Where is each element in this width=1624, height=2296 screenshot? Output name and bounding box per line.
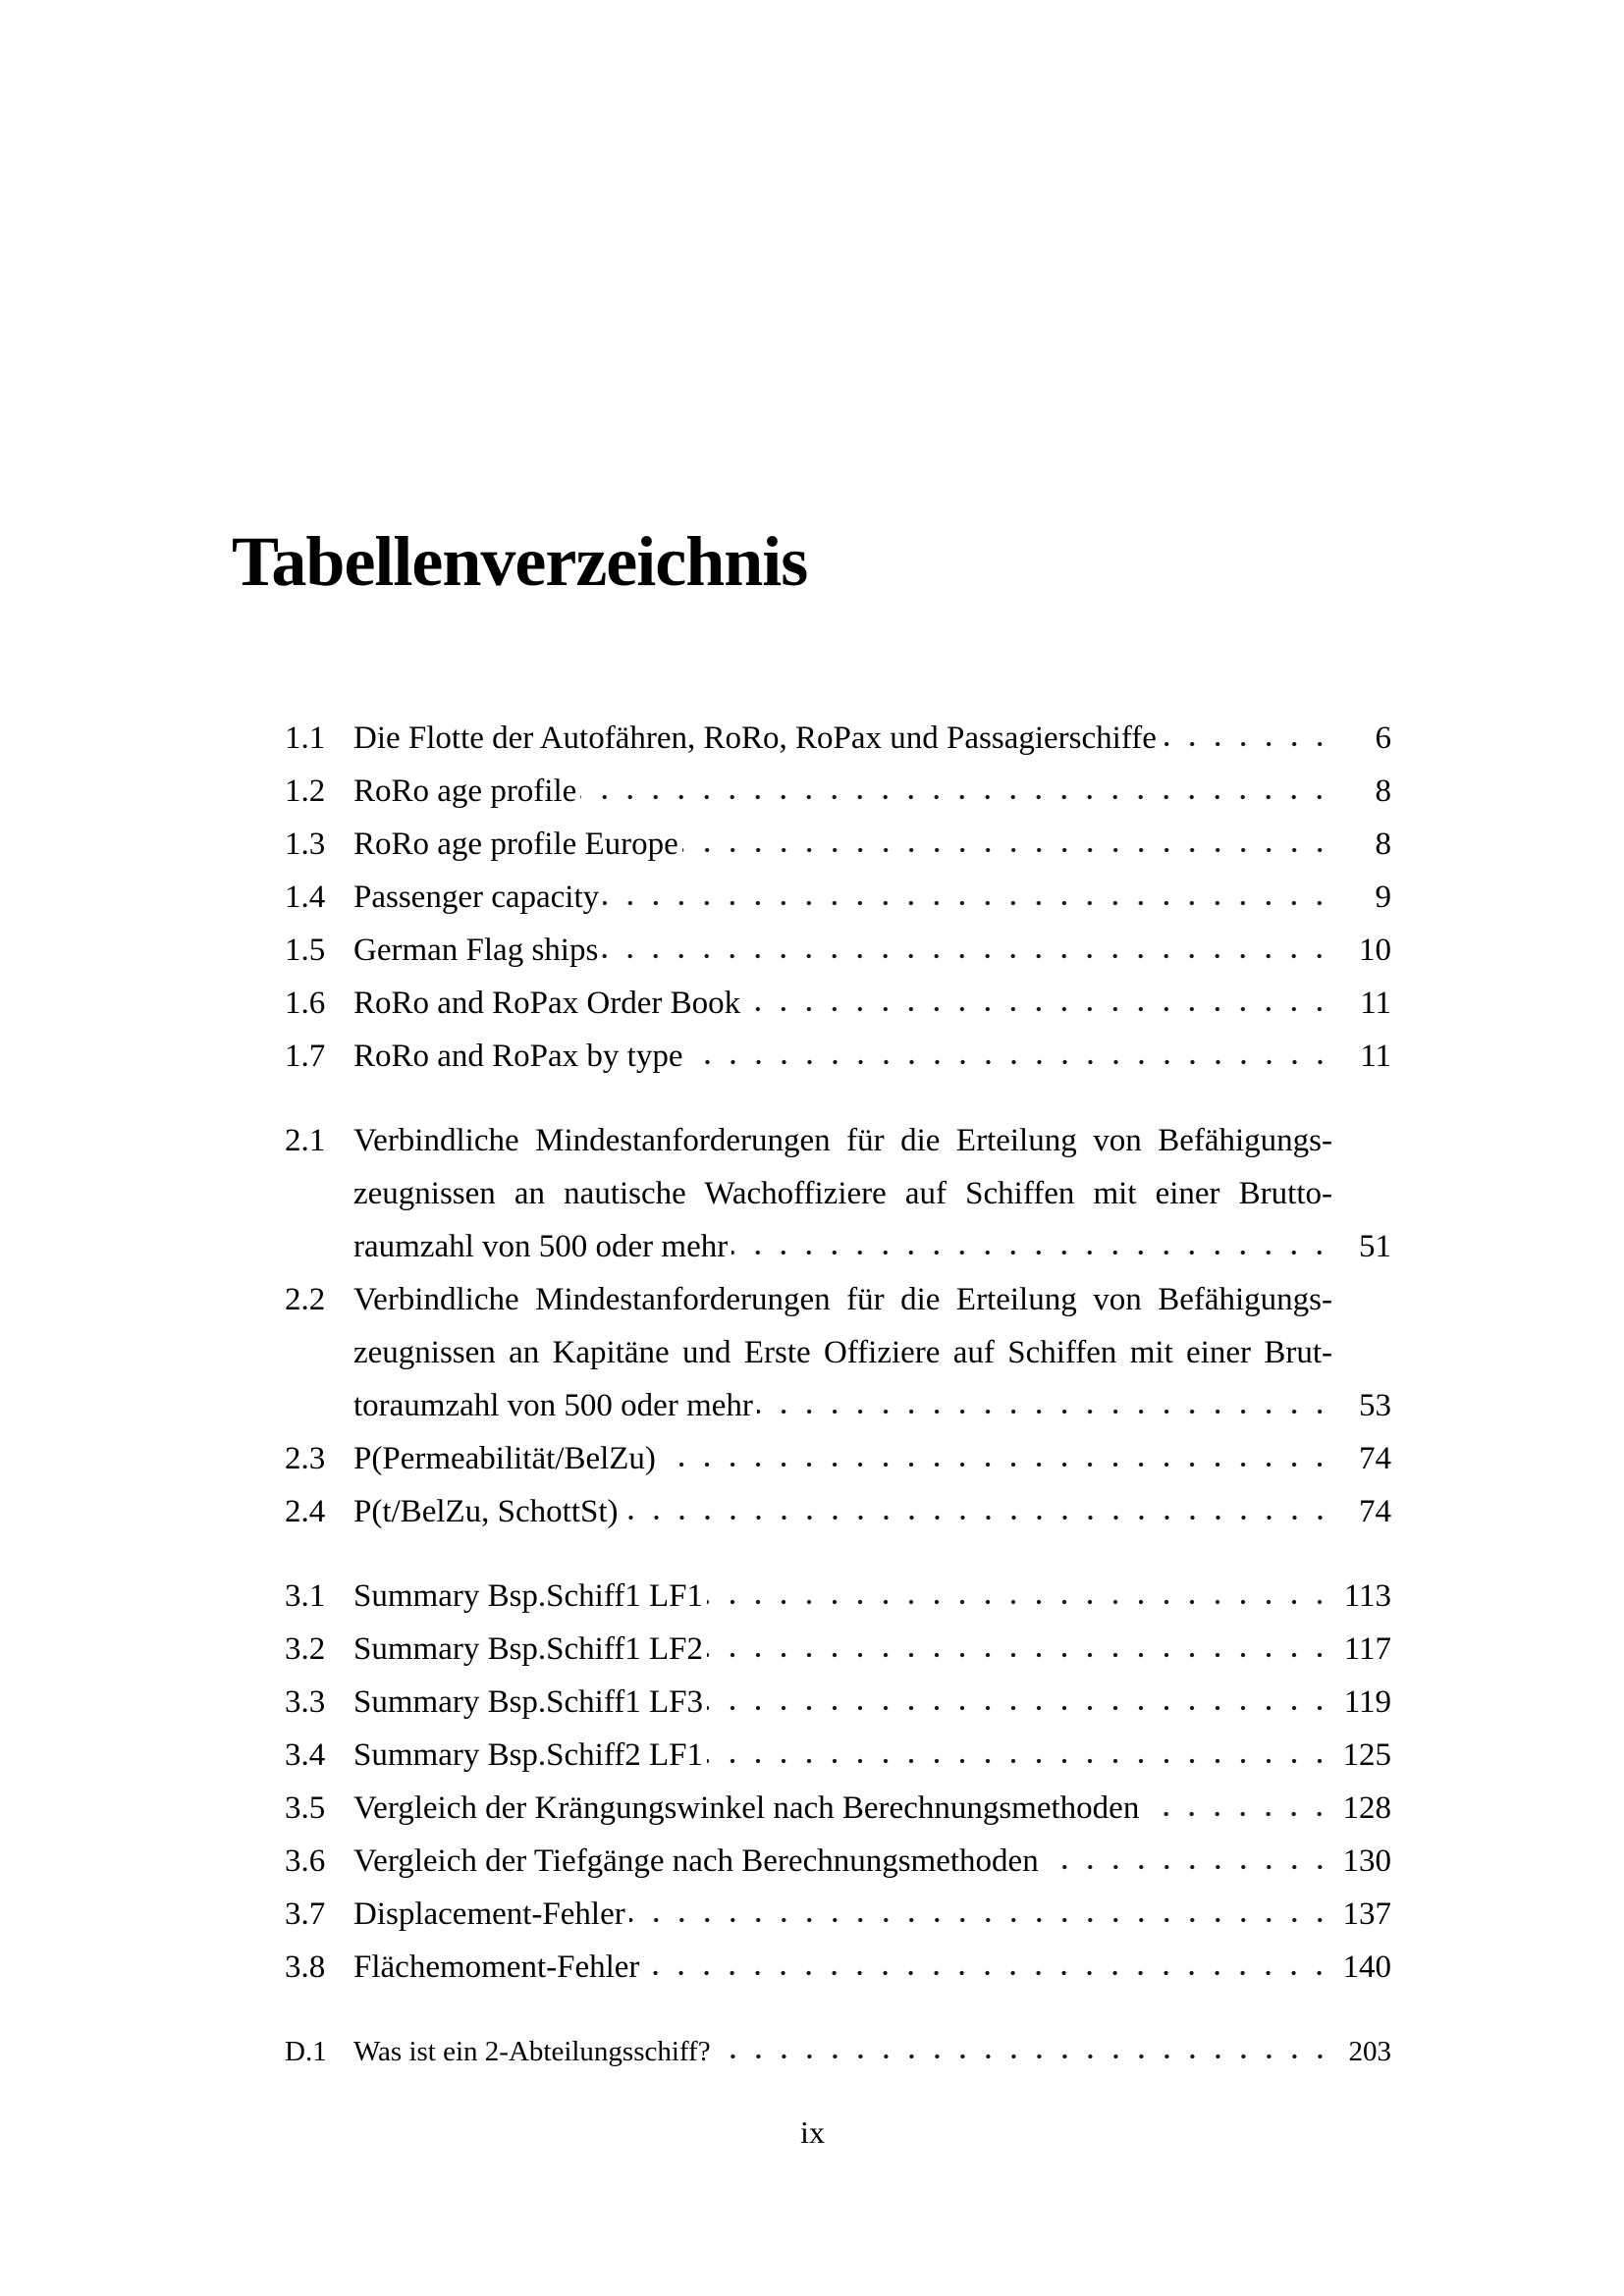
toc-entry-page-number: 113	[1343, 1578, 1391, 1614]
toc-entry-number: 1.1	[285, 721, 326, 756]
toc-entry-last-line	[353, 818, 1391, 871]
toc-entry-last-line	[353, 1379, 1391, 1432]
toc-entry[interactable]	[234, 1835, 1391, 1888]
toc-entry-page-number: 140	[1342, 1949, 1391, 1985]
toc-entry-last-line	[353, 1030, 1391, 1083]
toc-entry-number: 3.3	[285, 1684, 326, 1720]
toc-entry-title-block	[353, 924, 1391, 977]
toc-entry-number: 1.5	[285, 933, 326, 968]
toc-entry-title: toraumzahl von 500 oder mehr	[353, 1388, 753, 1423]
toc-entry[interactable]	[234, 712, 1391, 765]
toc-entry-number: 1.7	[285, 1039, 326, 1074]
toc-entry-title-block	[353, 1941, 1391, 1994]
toc-entry-title-block	[353, 1432, 1391, 1485]
toc-entry-last-line	[353, 1888, 1391, 1941]
page-title: Tabellenverzeichnis	[232, 522, 808, 601]
toc-entry-title: RoRo age profile	[353, 774, 577, 809]
dot-leader	[731, 1229, 1332, 1256]
dot-leader	[660, 1441, 1332, 1468]
toc-entry-number: 3.7	[285, 1896, 326, 1932]
toc-entry[interactable]	[234, 1782, 1391, 1835]
toc-entry-page-number: 74	[1359, 1441, 1391, 1476]
toc-entry-page-number: 9	[1375, 880, 1391, 915]
toc-entry-title-block	[353, 1782, 1391, 1835]
toc-entry-title: Summary Bsp.Schiff1 LF2	[353, 1631, 703, 1667]
toc-entry-number: 3.1	[285, 1578, 326, 1614]
dot-leader	[643, 1949, 1332, 1977]
toc-entry[interactable]	[234, 871, 1391, 924]
dot-leader	[687, 1039, 1333, 1066]
toc-entry-title-block	[353, 1030, 1391, 1083]
toc-list	[234, 712, 1391, 2078]
toc-entry-last-line	[353, 1782, 1391, 1835]
toc-entry-title-line: Verbindliche Mindestanforderungen für die Erteilung von Befähigungs-	[353, 1282, 1332, 1317]
toc-group-chapter-2	[234, 1114, 1391, 1538]
toc-entry-last-line	[353, 1432, 1391, 1485]
toc-entry-title-block	[353, 1114, 1391, 1273]
toc-entry-page-number: 117	[1343, 1631, 1391, 1667]
toc-entry-title: Was ist ein 2-Abteilungsschiff?	[353, 2036, 711, 2067]
dot-leader	[715, 2033, 1332, 2060]
toc-entry-last-line	[353, 924, 1391, 977]
dot-leader	[1161, 721, 1332, 748]
toc-entry-page-number: 53	[1359, 1388, 1391, 1423]
toc-entry-title-block	[353, 2025, 1391, 2078]
dot-leader	[580, 774, 1332, 801]
toc-entry[interactable]	[234, 1676, 1391, 1729]
dot-leader	[602, 933, 1332, 960]
toc-entry[interactable]	[234, 1570, 1391, 1623]
toc-entry-last-line	[353, 977, 1391, 1030]
toc-entry-last-line	[353, 1220, 1391, 1273]
toc-entry-title-block	[353, 765, 1391, 818]
dot-leader	[707, 1578, 1332, 1606]
toc-entry-title-block	[353, 1676, 1391, 1729]
toc-entry[interactable]	[234, 1114, 1391, 1273]
dot-leader	[629, 1896, 1332, 1924]
toc-entry[interactable]	[234, 1888, 1391, 1941]
dot-leader	[682, 827, 1332, 854]
toc-entry-title: Summary Bsp.Schiff1 LF1	[353, 1578, 703, 1614]
toc-entry-title-block	[353, 1485, 1391, 1538]
toc-entry[interactable]	[234, 1941, 1391, 1994]
toc-entry-page-number: 8	[1375, 774, 1391, 809]
toc-entry-number: 3.5	[285, 1790, 326, 1826]
toc-entry-number: 1.3	[285, 827, 326, 862]
toc-entry-title-block	[353, 818, 1391, 871]
toc-entry-title: RoRo and RoPax by type	[353, 1039, 683, 1074]
toc-entry-title-block	[353, 977, 1391, 1030]
toc-entry[interactable]	[234, 924, 1391, 977]
dot-leader	[707, 1684, 1332, 1712]
toc-entry[interactable]	[234, 1485, 1391, 1538]
toc-entry-page-number: 51	[1359, 1229, 1391, 1264]
toc-entry-number: 1.6	[285, 986, 326, 1021]
toc-entry[interactable]	[234, 1432, 1391, 1485]
toc-entry[interactable]	[234, 765, 1391, 818]
dot-leader	[707, 1631, 1332, 1659]
toc-entry-number: 3.4	[285, 1737, 326, 1773]
toc-entry-last-line	[353, 1835, 1391, 1888]
toc-entry[interactable]	[234, 1273, 1391, 1432]
dot-leader	[623, 1494, 1332, 1522]
toc-entry-page-number: 11	[1360, 1039, 1391, 1074]
toc-entry-title: Flächemoment-Fehler	[353, 1949, 640, 1985]
toc-entry-last-line	[353, 1676, 1391, 1729]
toc-entry-title: Vergleich der Krängungswinkel nach Berechnungsmethoden	[353, 1790, 1140, 1826]
toc-entry-page-number: 130	[1342, 1843, 1391, 1879]
toc-entry-title-block	[353, 1835, 1391, 1888]
toc-entry-title-block	[353, 1273, 1391, 1432]
toc-entry-page-number: 74	[1359, 1494, 1391, 1529]
toc-entry-title-block	[353, 712, 1391, 765]
toc-entry[interactable]	[234, 1030, 1391, 1083]
toc-entry-title: raumzahl von 500 oder mehr	[353, 1229, 729, 1264]
toc-entry-number: 2.2	[285, 1282, 326, 1317]
toc-entry-title: German Flag ships	[353, 933, 599, 968]
toc-entry-number: 3.8	[285, 1949, 326, 1985]
toc-entry[interactable]	[234, 977, 1391, 1030]
toc-group-chapter-1	[234, 712, 1391, 1083]
toc-entry-last-line	[353, 871, 1391, 924]
toc-entry-title-block	[353, 1570, 1391, 1623]
toc-entry-title: Displacement-Fehler	[353, 1896, 625, 1932]
dot-leader	[707, 1737, 1332, 1765]
toc-group-chapter-3	[234, 1570, 1391, 1994]
toc-entry-page-number: 125	[1342, 1737, 1391, 1773]
dot-leader	[757, 1388, 1332, 1415]
toc-entry-last-line	[353, 1485, 1391, 1538]
toc-entry-title: P(t/BelZu, SchottSt)	[353, 1494, 619, 1529]
toc-entry[interactable]	[234, 1623, 1391, 1676]
toc-entry-last-line	[353, 2025, 1391, 2078]
toc-entry-title: Passenger capacity	[353, 880, 600, 915]
toc-entry-title-block	[353, 1888, 1391, 1941]
toc-entry-title: RoRo and RoPax Order Book	[353, 986, 741, 1021]
toc-entry-number: 1.4	[285, 880, 326, 915]
dot-leader	[603, 880, 1332, 907]
toc-entry-number: D.1	[285, 2036, 327, 2067]
toc-entry[interactable]	[234, 818, 1391, 871]
toc-entry-number: 3.6	[285, 1843, 326, 1879]
page-footer-number: ix	[800, 2114, 825, 2150]
toc-entry-last-line	[353, 712, 1391, 765]
toc-entry-title-block	[353, 871, 1391, 924]
toc-entry-title-block	[353, 1729, 1391, 1782]
toc-entry-title: Vergleich der Tiefgänge nach Berechnungsmethoden	[353, 1843, 1039, 1879]
toc-entry-number: 3.2	[285, 1631, 326, 1667]
toc-entry-last-line	[353, 1570, 1391, 1623]
toc-group-appendix-d	[234, 2025, 1391, 2078]
toc-entry-last-line	[353, 765, 1391, 818]
dot-leader	[1043, 1843, 1332, 1871]
toc-entry-title: RoRo age profile Europe	[353, 827, 678, 862]
toc-entry-number: 2.3	[285, 1441, 326, 1476]
toc-entry-last-line	[353, 1941, 1391, 1994]
toc-entry-page-number: 8	[1375, 827, 1391, 862]
toc-entry-last-line	[353, 1729, 1391, 1782]
toc-entry-page-number: 10	[1359, 933, 1391, 968]
toc-entry-page-number: 6	[1375, 721, 1391, 756]
toc-entry-page-number: 203	[1348, 2036, 1391, 2067]
toc-entry-number: 1.2	[285, 774, 326, 809]
toc-entry-page-number: 128	[1342, 1790, 1391, 1826]
toc-entry-title-line: zeugnissen an nautische Wachoffiziere auf Schiffen mit einer Brutto-	[353, 1176, 1332, 1211]
toc-entry[interactable]	[234, 2025, 1391, 2078]
toc-entry-title: Summary Bsp.Schiff1 LF3	[353, 1684, 703, 1720]
toc-entry-page-number: 137	[1342, 1896, 1391, 1932]
toc-entry[interactable]	[234, 1729, 1391, 1782]
dot-leader	[744, 986, 1332, 1013]
toc-entry-number: 2.1	[285, 1123, 326, 1158]
toc-entry-page-number: 119	[1343, 1684, 1391, 1720]
toc-entry-title-block	[353, 1623, 1391, 1676]
toc-entry-last-line	[353, 1623, 1391, 1676]
toc-entry-title: Die Flotte der Autofähren, RoRo, RoPax und Passagierschiffe	[353, 721, 1157, 756]
dot-leader	[1143, 1790, 1332, 1818]
toc-entry-number: 2.4	[285, 1494, 326, 1529]
toc-entry-page-number: 11	[1360, 986, 1391, 1021]
toc-entry-title: P(Permeabilität/BelZu)	[353, 1441, 656, 1476]
toc-entry-title-line: zeugnissen an Kapitäne und Erste Offiziere auf Schiffen mit einer Brut-	[353, 1335, 1332, 1370]
toc-entry-title: Summary Bsp.Schiff2 LF1	[353, 1737, 703, 1773]
toc-entry-title-line: Verbindliche Mindestanforderungen für die Erteilung von Befähigungs-	[353, 1123, 1332, 1158]
